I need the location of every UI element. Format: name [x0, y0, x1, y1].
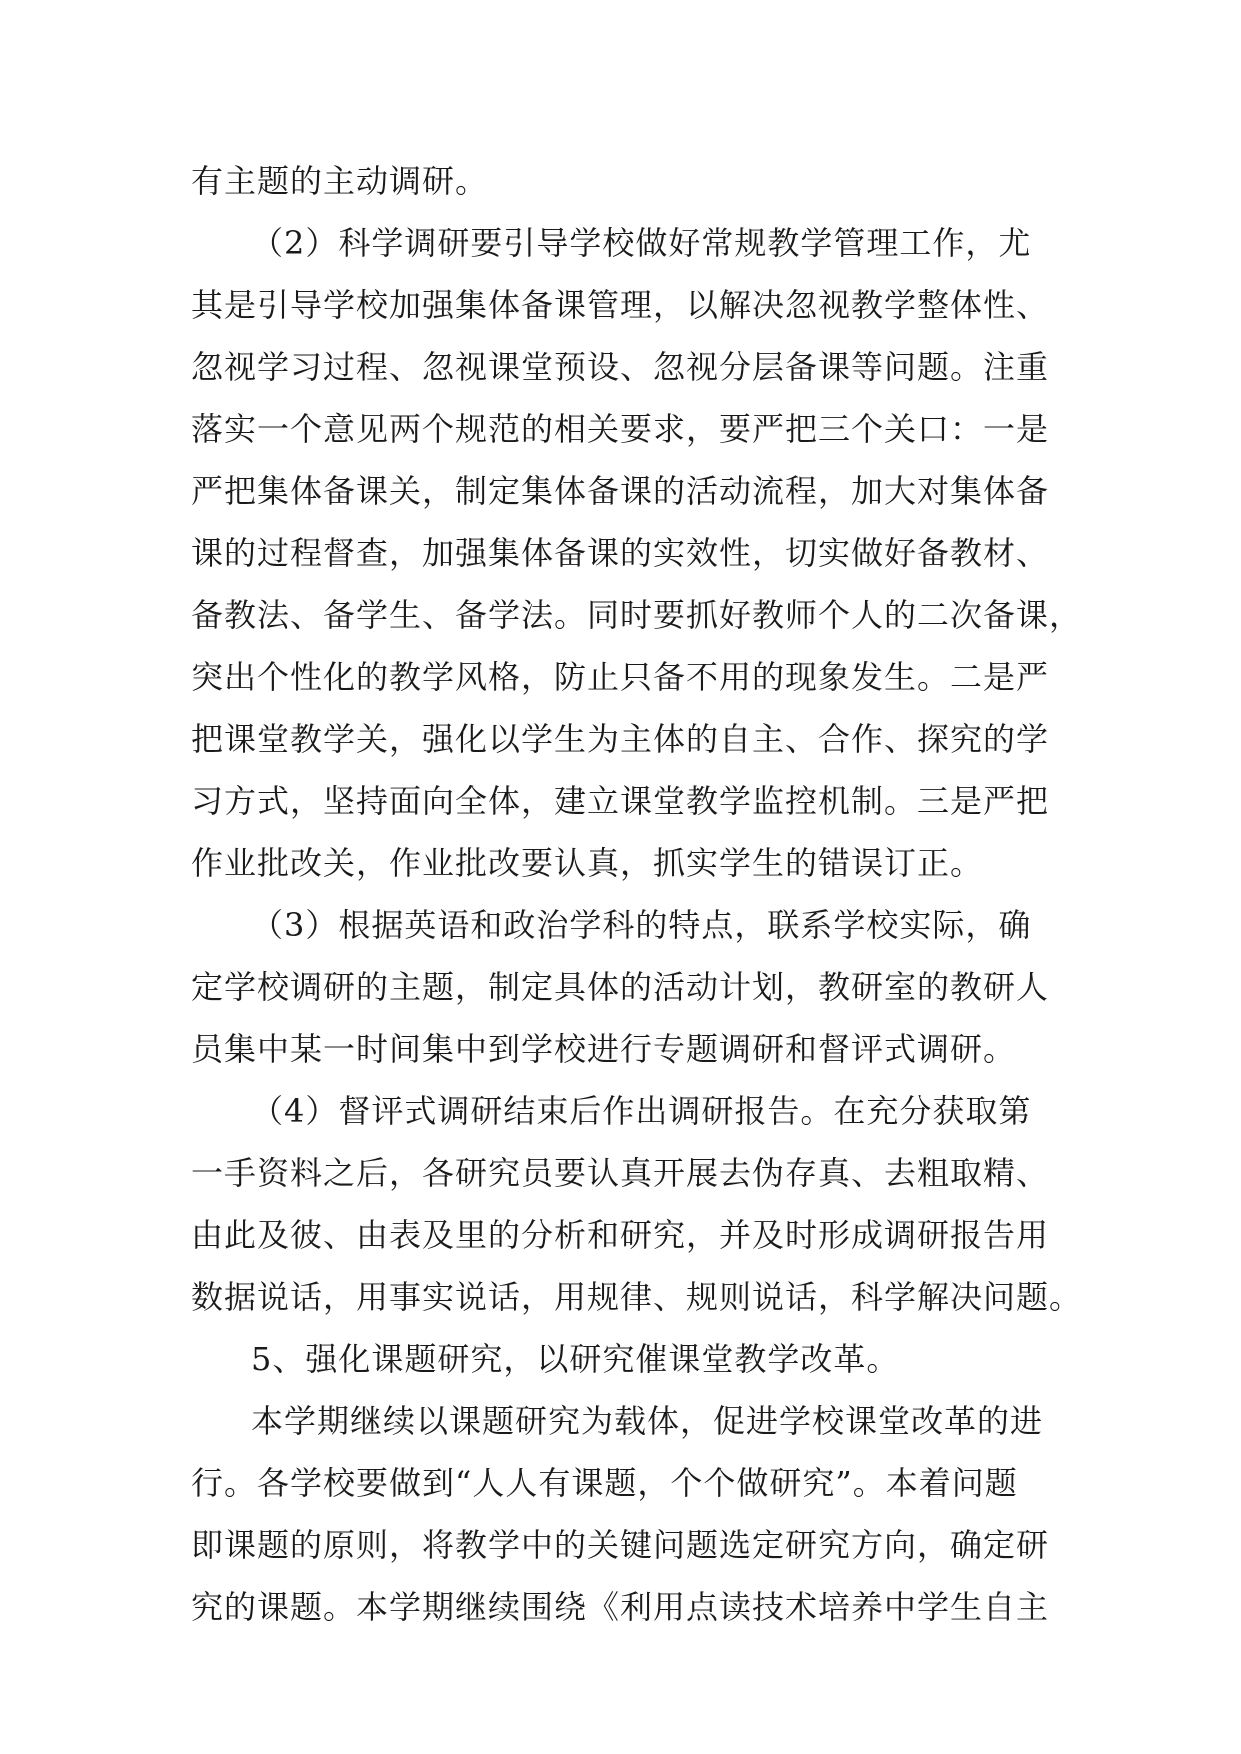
text-line: 数据说话，用事实说话，用规律、规则说话，科学解决问题。: [191, 1278, 1083, 1316]
text-line: 由此及彼、由表及里的分析和研究，并及时形成调研报告用: [191, 1216, 1050, 1254]
text-line: 突出个性化的教学风格，防止只备不用的现象发生。二是严: [191, 658, 1050, 696]
text-line: 其是引导学校加强集体备课管理，以解决忽视教学整体性、: [191, 286, 1050, 324]
text-line: 严把集体备课关，制定集体备课的活动流程，加大对集体备: [191, 472, 1050, 510]
text-line: 习方式，坚持面向全体，建立课堂教学监控机制。三是严把: [191, 782, 1050, 820]
text-line: 有主题的主动调研。: [191, 162, 489, 200]
text-line: 课的过程督查，加强集体备课的实效性，切实做好备教材、: [191, 534, 1050, 572]
text-line: 即课题的原则，将教学中的关键问题选定研究方向，确定研: [191, 1526, 1050, 1564]
text-line: 定学校调研的主题，制定具体的活动计划，教研室的教研人: [191, 968, 1050, 1006]
paragraph-start-line: 本学期继续以课题研究为载体，促进学校课堂改革的进: [251, 1402, 1044, 1440]
text-line: 落实一个意见两个规范的相关要求，要严把三个关口：一是: [191, 410, 1050, 448]
section-heading: 5、强化课题研究，以研究催课堂教学改革。: [251, 1340, 900, 1378]
text-line: 作业批改关，作业批改要认真，抓实学生的错误订正。: [191, 844, 984, 882]
text-line: 行。各学校要做到“人人有课题，个个做研究”。本着问题: [191, 1464, 1018, 1502]
text-line: 究的课题。本学期继续围绕《利用点读技术培养中学生自主: [191, 1588, 1050, 1626]
text-line: 备教法、备学生、备学法。同时要抓好教师个人的二次备课，: [191, 596, 1083, 634]
text-line: 一手资料之后，各研究员要认真开展去伪存真、去粗取精、: [191, 1154, 1050, 1192]
text-line: 员集中某一时间集中到学校进行专题调研和督评式调研。: [191, 1030, 1017, 1068]
paragraph-start-line: （3）根据英语和政治学科的特点，联系学校实际，确: [251, 906, 1032, 944]
paragraph-start-line: （4）督评式调研结束后作出调研报告。在充分获取第: [251, 1092, 1032, 1130]
paragraph-start-line: （2）科学调研要引导学校做好常规教学管理工作，尤: [251, 224, 1032, 262]
body-text: [191, 150, 1083, 1638]
text-line: 把课堂教学关，强化以学生为主体的自主、合作、探究的学: [191, 720, 1050, 758]
text-line: 忽视学习过程、忽视课堂预设、忽视分层备课等问题。注重: [191, 348, 1050, 386]
